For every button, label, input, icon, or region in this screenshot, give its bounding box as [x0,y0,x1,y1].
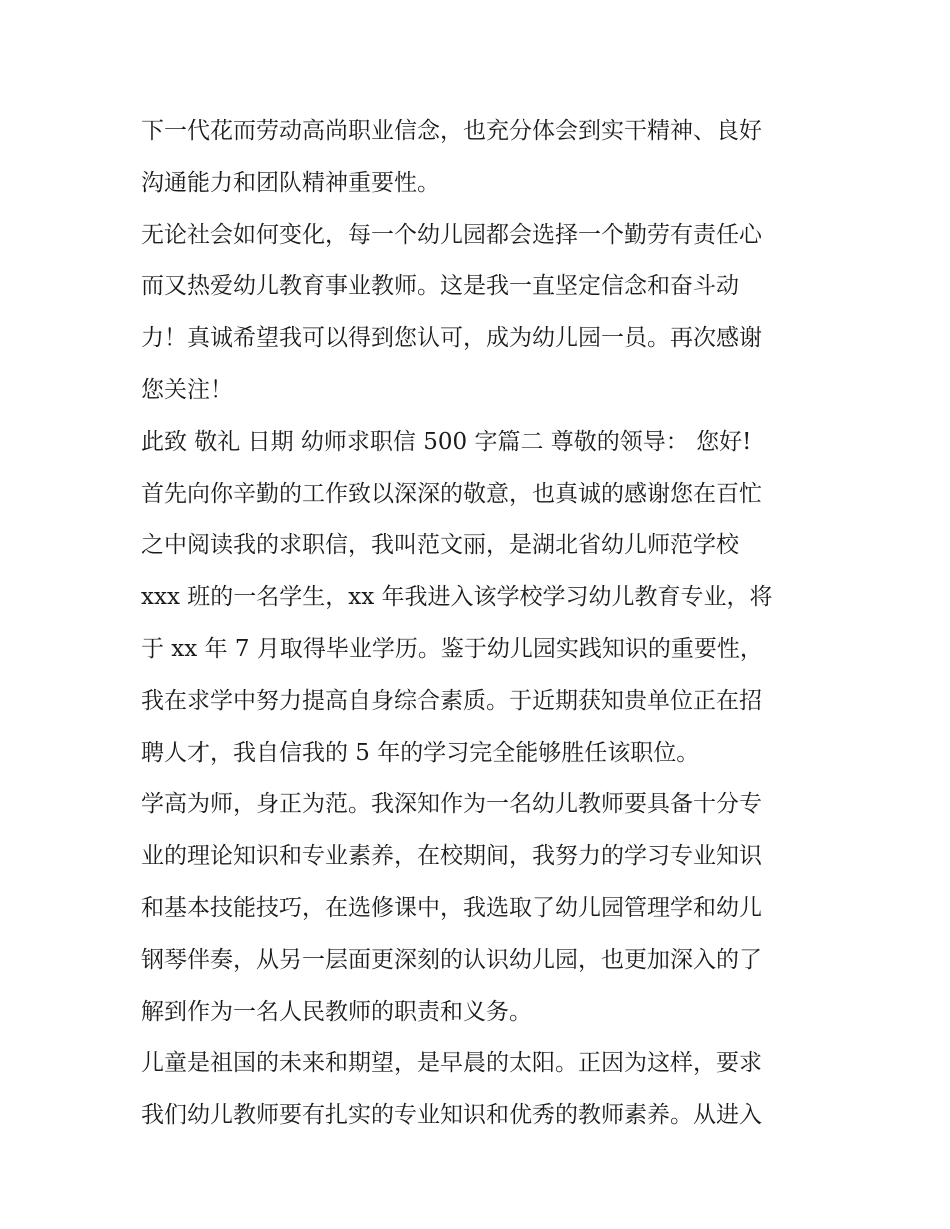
text-line: 您关注！ [141,376,233,403]
text-line: 我们幼儿教师要有扎实的专业知识和优秀的教师素养。从进入 [141,1102,762,1129]
text-line: 我在求学中努力提高自身综合素质。于近期获知贵单位正在招 [141,687,762,714]
text-line: 之中阅读我的求职信，我叫范文丽，是湖北省幼儿师范学校 [141,532,739,559]
text-line: 沟通能力和团队精神重要性。 [141,169,440,196]
text-line: 此致 敬礼 日期 幼师求职信 500 字篇二 尊敬的领导： 您好! [141,428,752,455]
text-line: xxx 班的一名学生，xx 年我进入该学校学习幼儿教育专业，将 [141,584,773,611]
text-line: 学高为师，身正为范。我深知作为一名幼儿教师要具备十分专 [141,791,762,818]
text-line: 首先向你辛勤的工作致以深深的敬意，也真诚的感谢您在百忙 [141,480,762,507]
text-line: 钢琴伴奏，从另一层面更深刻的认识幼儿园，也更加深入的了 [141,946,762,973]
text-line: 下一代花而劳动高尚职业信念，也充分体会到实干精神、良好 [141,118,762,144]
text-line: 解到作为一名人民教师的职责和义务。 [141,998,532,1025]
document-body [141,106,821,1142]
text-line: 无论社会如何变化，每一个幼儿园都会选择一个勤劳有责任心 [141,221,762,248]
text-line: 儿童是祖国的未来和期望，是早晨的太阳。正因为这样，要求 [141,1050,762,1077]
text-line: 和基本技能技巧，在选修课中，我选取了幼儿园管理学和幼儿 [141,894,762,921]
text-line: 而又热爱幼儿教育事业教师。这是我一直坚定信念和奋斗动 [141,273,739,300]
text-line: 于 xx 年 7 月取得毕业学历。鉴于幼儿园实践知识的重要性， [141,635,763,662]
text-line: 力！真诚希望我可以得到您认可，成为幼儿园一员。再次感谢 [141,325,762,352]
text-line: 聘人才，我自信我的 5 年的学习完全能够胜任该职位。 [141,739,700,766]
text-line: 业的理论知识和专业素养，在校期间，我努力的学习专业知识 [141,843,762,870]
